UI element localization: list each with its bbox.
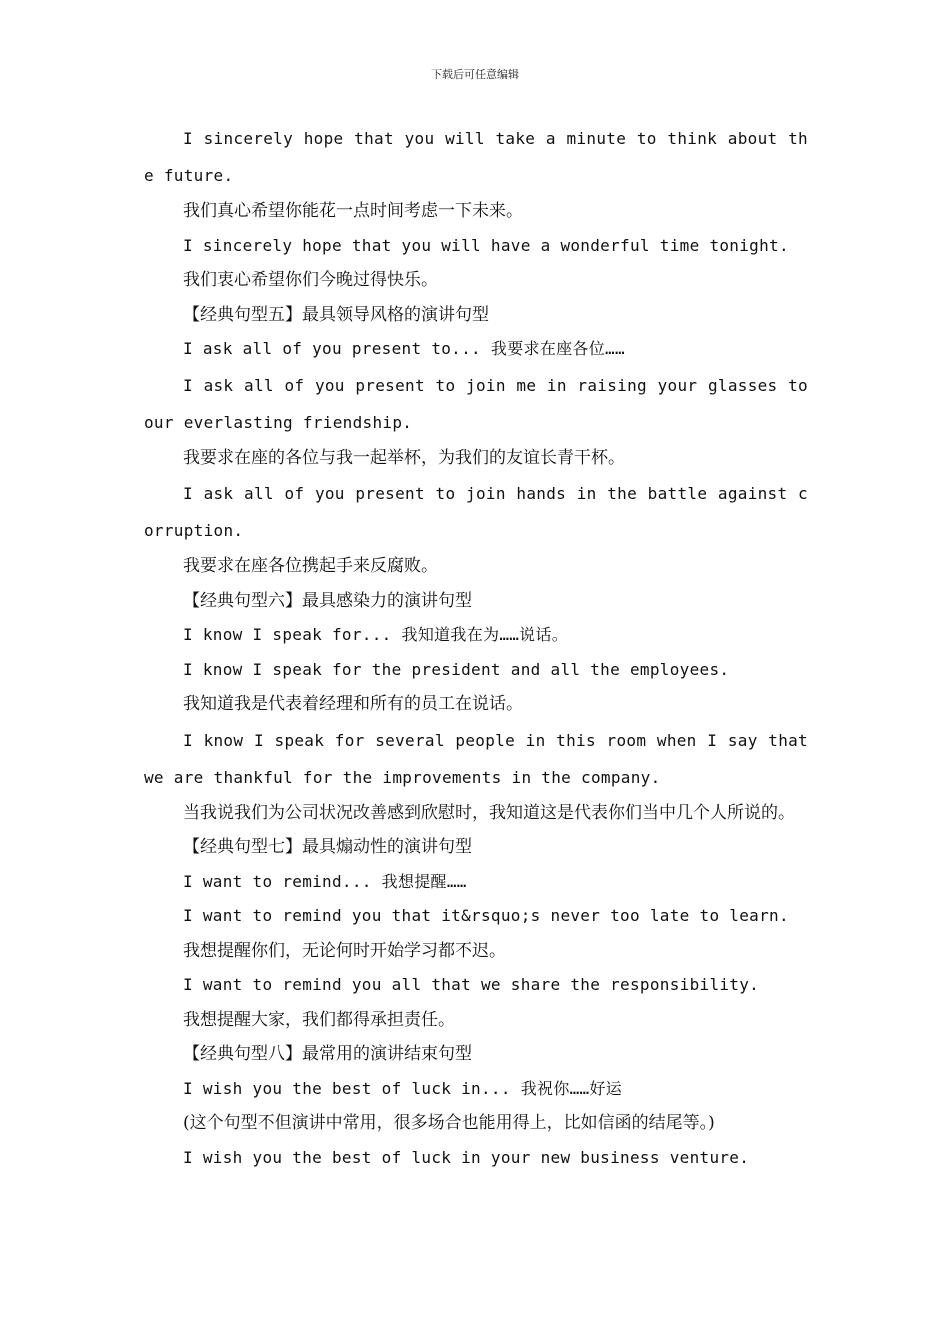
paragraph: 我想提醒你们，无论何时开始学习都不迟。 xyxy=(183,940,506,961)
document-body xyxy=(144,120,808,1175)
paragraph: I know I speak for... 我知道我在为……说话。 xyxy=(183,625,569,644)
paragraph: I ask all of you present to... 我要求在座各位…… xyxy=(183,339,625,358)
paragraph: I sincerely hope that you will take a minute to think about the future. xyxy=(144,129,808,185)
page-header: 下载后可任意编辑 xyxy=(431,68,519,81)
section-heading: 【经典句型五】最具领导风格的演讲句型 xyxy=(183,304,489,325)
paragraph: I want to remind you all that we share the responsibility. xyxy=(183,975,760,994)
paragraph: I know I speak for the president and all the employees. xyxy=(183,659,730,679)
paragraph: I know I speak for several people in this room when I say that we are thankful for the improvements in the company. xyxy=(144,730,808,787)
section-heading: 【经典句型六】最具感染力的演讲句型 xyxy=(183,590,472,611)
paragraph: I ask all of you present to join me in raising your glasses to our everlasting friendship. xyxy=(144,375,808,432)
paragraph: 我们真心希望你能花一点时间考虑一下未来。 xyxy=(183,201,523,221)
section-heading: 【经典句型七】最具煽动性的演讲句型 xyxy=(183,837,472,857)
paragraph: I sincerely hope that you will have a wonderful time tonight. xyxy=(183,235,789,255)
paragraph: 我想提醒大家，我们都得承担责任。 xyxy=(183,1009,455,1030)
paragraph: I want to remind you that it&rsquo;s never too late to learn. xyxy=(183,906,789,925)
paragraph: 我要求在座各位携起手来反腐败。 xyxy=(183,556,438,576)
paragraph: (这个句型不但演讲中常用，很多场合也能用得上，比如信函的结尾等。) xyxy=(183,1113,715,1133)
paragraph: 我要求在座的各位与我一起举杯，为我们的友谊长青干杯。 xyxy=(183,447,625,468)
paragraph: I wish you the best of luck in... 我祝你……好运 xyxy=(183,1078,623,1098)
paragraph: I wish you the best of luck in your new business venture. xyxy=(183,1147,750,1167)
paragraph: 我知道我是代表着经理和所有的员工在说话。 xyxy=(183,694,523,714)
section-heading: 【经典句型八】最常用的演讲结束句型 xyxy=(183,1044,472,1064)
paragraph: I want to remind... 我想提醒…… xyxy=(183,871,467,891)
paragraph: 我们衷心希望你们今晚过得快乐。 xyxy=(183,270,438,290)
paragraph: 当我说我们为公司状况改善感到欣慰时，我知道这是代表你们当中几个人所说的。 xyxy=(183,802,795,823)
paragraph: I ask all of you present to join hands in the battle against corruption. xyxy=(144,484,808,540)
